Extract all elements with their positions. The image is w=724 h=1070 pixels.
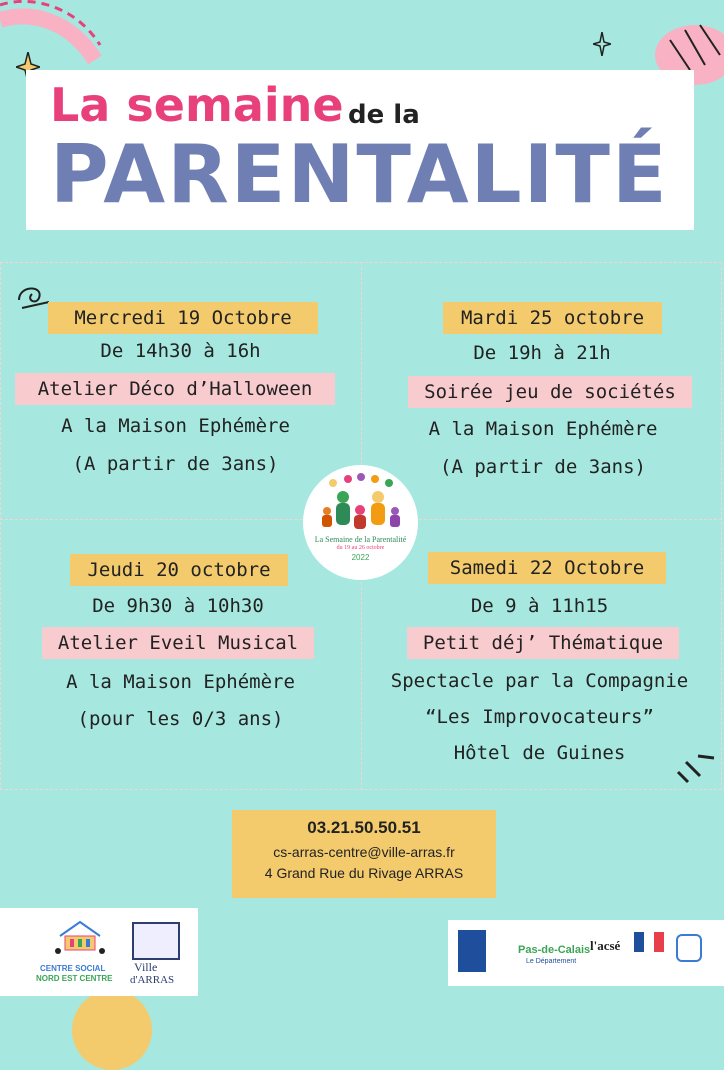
partner-logos-left [0, 908, 198, 996]
badge-year: 2022 [351, 553, 370, 562]
event-detail: (A partir de 3ans) [440, 456, 646, 478]
contact-email: cs-arras-centre@ville-arras.fr [273, 844, 455, 860]
centre-social-sublabel: NORD EST CENTRE [36, 974, 113, 983]
france-map-icon [676, 934, 702, 962]
french-flag-icon [634, 932, 664, 952]
event-detail: Hôtel de Guines [453, 742, 626, 764]
event-badge-logo [303, 465, 418, 580]
event-detail: A la Maison Ephémère [428, 418, 658, 440]
event-detail: Spectacle par la Compagnie [390, 670, 689, 692]
departement-label: Le Département [526, 958, 577, 965]
event-detail: (pour les 0/3 ans) [77, 708, 284, 730]
event-detail: A la Maison Ephémère [61, 415, 290, 437]
caf-logo-icon [458, 930, 486, 972]
event-detail: “Les Improvocateurs” [425, 706, 654, 728]
acse-label: l'acsé [590, 938, 621, 953]
centre-social-house-icon [50, 918, 110, 958]
event-time: De 9h30 à 10h30 [92, 595, 264, 617]
contact-address: 4 Grand Rue du Rivage ARRAS [264, 865, 464, 881]
event-activity: Atelier Eveil Musical [42, 627, 314, 659]
ville-label: Ville [134, 960, 158, 974]
badge-title: La Semaine de la Parentalité [314, 535, 407, 544]
event-time: De 9 à 11h15 [470, 595, 609, 617]
yellow-circle-decoration [72, 990, 152, 1070]
badge-dates: du 19 au 26 octobre [336, 545, 385, 551]
contact-box [232, 810, 496, 898]
parents-children-icon [303, 465, 418, 535]
contact-phone: 03.21.50.50.51 [307, 818, 421, 837]
event-activity: Petit déj’ Thématique [407, 627, 679, 659]
event-day: Jeudi 20 octobre [70, 554, 288, 586]
event-activity: Atelier Déco d’Halloween [15, 373, 335, 405]
title-la-semaine: La semaine [50, 78, 344, 132]
event-day: Samedi 22 Octobre [428, 552, 666, 584]
title-parentalite: PARENTALITÉ [50, 128, 669, 221]
event-detail: (A partir de 3ans) [72, 453, 279, 475]
event-day: Mardi 25 octobre [443, 302, 662, 334]
pas-de-calais-label: Pas-de-Calais [518, 944, 591, 956]
partner-logos-right [448, 920, 724, 986]
event-detail: A la Maison Ephémère [66, 671, 295, 693]
sparkle-icon [593, 32, 611, 56]
centre-social-label: CENTRE SOCIAL [40, 964, 106, 973]
title-de-la: de la [348, 100, 420, 130]
event-time: De 19h à 21h [473, 342, 611, 364]
event-day: Mercredi 19 Octobre [48, 302, 318, 334]
event-activity: Soirée jeu de sociétés [408, 376, 692, 408]
event-time: De 14h30 à 16h [100, 340, 261, 362]
arras-label: d'ARRAS [130, 974, 175, 986]
ville-arras-crest-icon [132, 922, 180, 960]
